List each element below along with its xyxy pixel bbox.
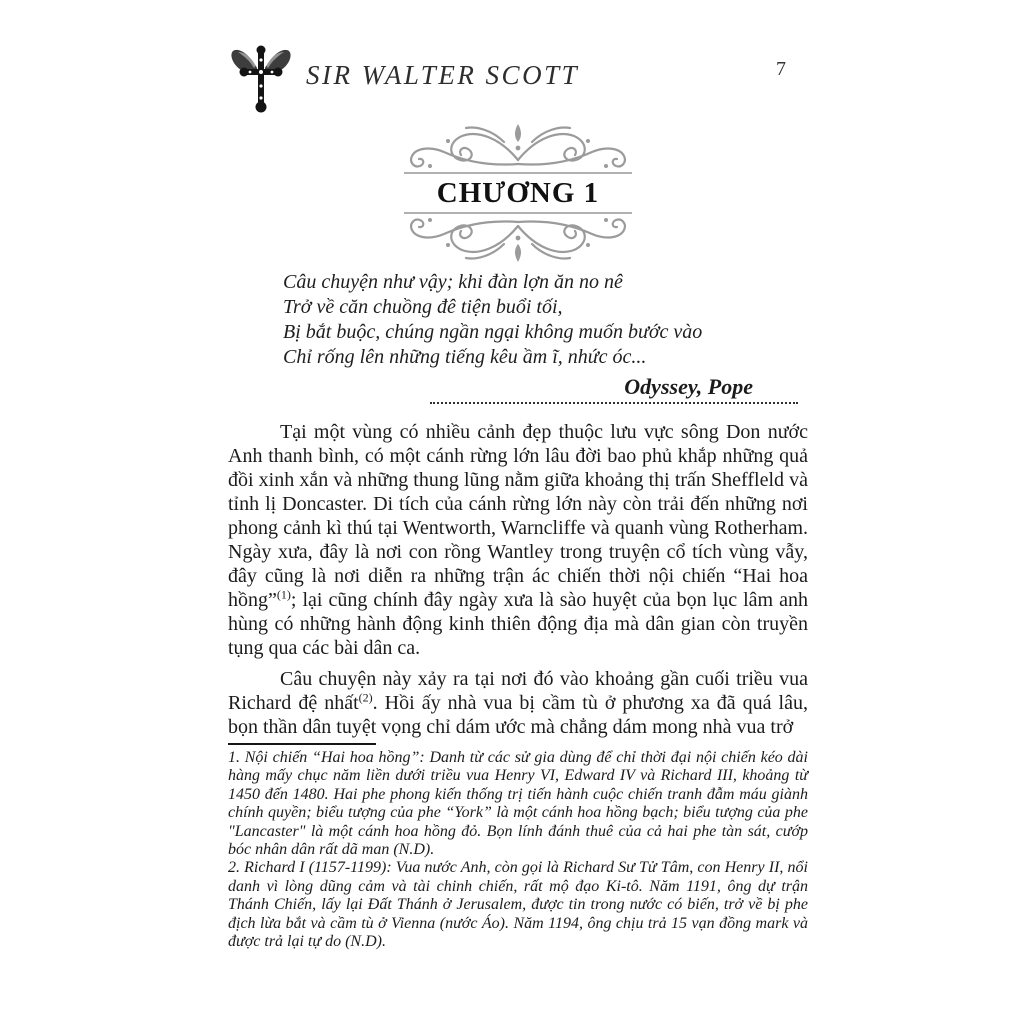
footnotes [228,749,808,951]
winged-cross-icon [228,44,294,119]
poem-line: Bị bắt buộc, chúng ngần ngại không muốn bước vào [283,321,703,343]
flourish-bottom-icon [404,214,632,264]
poem-line: Chỉ rống lên những tiếng kêu ầm ĩ, nhức óc... [283,346,647,368]
footnote-separator [228,743,376,745]
author-name: SIR WALTER SCOTT [306,60,580,90]
paragraph-text: . Hồi ấy nhà vua bị cầm tù ở phương xa đã quá lâu, bọn thần dân tuyệt vọng chỉ dám ước mà chẳng dám mong nhà vua trở [228,692,808,738]
poem-line: Câu chuyện như vậy; khi đàn lợn ăn no nê [283,271,623,293]
dotted-separator [430,402,798,404]
paragraph-text: Câu chuyện này xảy ra tại nơi đó vào khoảng gần cuối triều vua Richard đệ nhất [228,668,808,714]
footnote-marker-1: (1) [276,587,291,602]
epigraph-attribution: Odyssey, Pope [624,374,753,399]
body-paragraph-2 [228,667,808,739]
epigraph [283,270,783,370]
footnote-marker-2: (2) [358,690,373,705]
poem-line: Trở về căn chuồng đê tiện buổi tối, [283,296,563,318]
chapter-heading-block [404,122,632,264]
flourish-top-icon [404,122,632,172]
paragraph-text: Tại một vùng có nhiều cảnh đẹp thuộc lưu vực sông Don nước Anh thanh bình, có một cánh rừng lớn lâu đời bao phủ khắp những quả đồi xinh xắn và những thung lũng nằm giữa khoảng thị trấn Sheffleld và tỉnh lị Doncaster. Di tích của cánh rừng lớn này còn trải đến những nơi phong cảnh kì thú tại Wentworth, Warncliffe và quanh vùng Rotherham. Ngày xưa, đây là nơi con rồng Wantley trong truyện cổ tích vùng vẫy, đây cũng là nơi diễn ra những trận ác chiến thời nội chiến “Hai hoa hồng” [228,421,808,611]
page-header [228,44,808,114]
body-text [228,420,808,746]
chapter-title: CHƯƠNG 1 [436,177,600,209]
footnote-1: 1. Nội chiến “Hai hoa hồng”: Danh từ các sử gia dùng để chỉ thời đại nội chiến kéo dài hàng mấy chục năm liền dưới triều vua Henry VI, Edward IV và Richard III, khoảng từ 1450 đến 1480. Hai phe phong kiến thống trị tiến hành cuộc chiến tranh đẫm máu giành chính quyền; biểu tượng của phe “York” là một cánh hoa hồng bạch; biểu tượng của phe "Lancaster" là một cánh hoa hồng đỏ. Bọn lính đánh thuê của cả hai phe tàn sát, cướp bóc nhân dân rất dã man (N.D). [228,749,808,859]
page-number: 7 [776,58,786,80]
footnote-2: 2. Richard I (1157-1199): Vua nước Anh, còn gọi là Richard Sư Tử Tâm, con Henry II, nổi danh vì lòng dũng cảm và tài chinh chiến, rất mộ đạo Ki-tô. Năm 1191, ông dự trận Thánh Chiến, lấy lại Đất Thánh ở Jerusalem, được tin trong nước có biến, trở về bị phe địch lừa bắt và cầm tù ở Vienna (nước Áo). Năm 1194, ông chịu trả 15 vạn đồng mark và được trả lại tự do (N.D). [228,859,808,951]
body-paragraph-1 [228,420,808,660]
paragraph-text: ; lại cũng chính đây ngày xưa là sào huyệt của bọn lục lâm anh hùng có những hành động kinh thiên động địa mà dân gian còn truyền tụng qua các bài dân ca. [228,589,808,659]
